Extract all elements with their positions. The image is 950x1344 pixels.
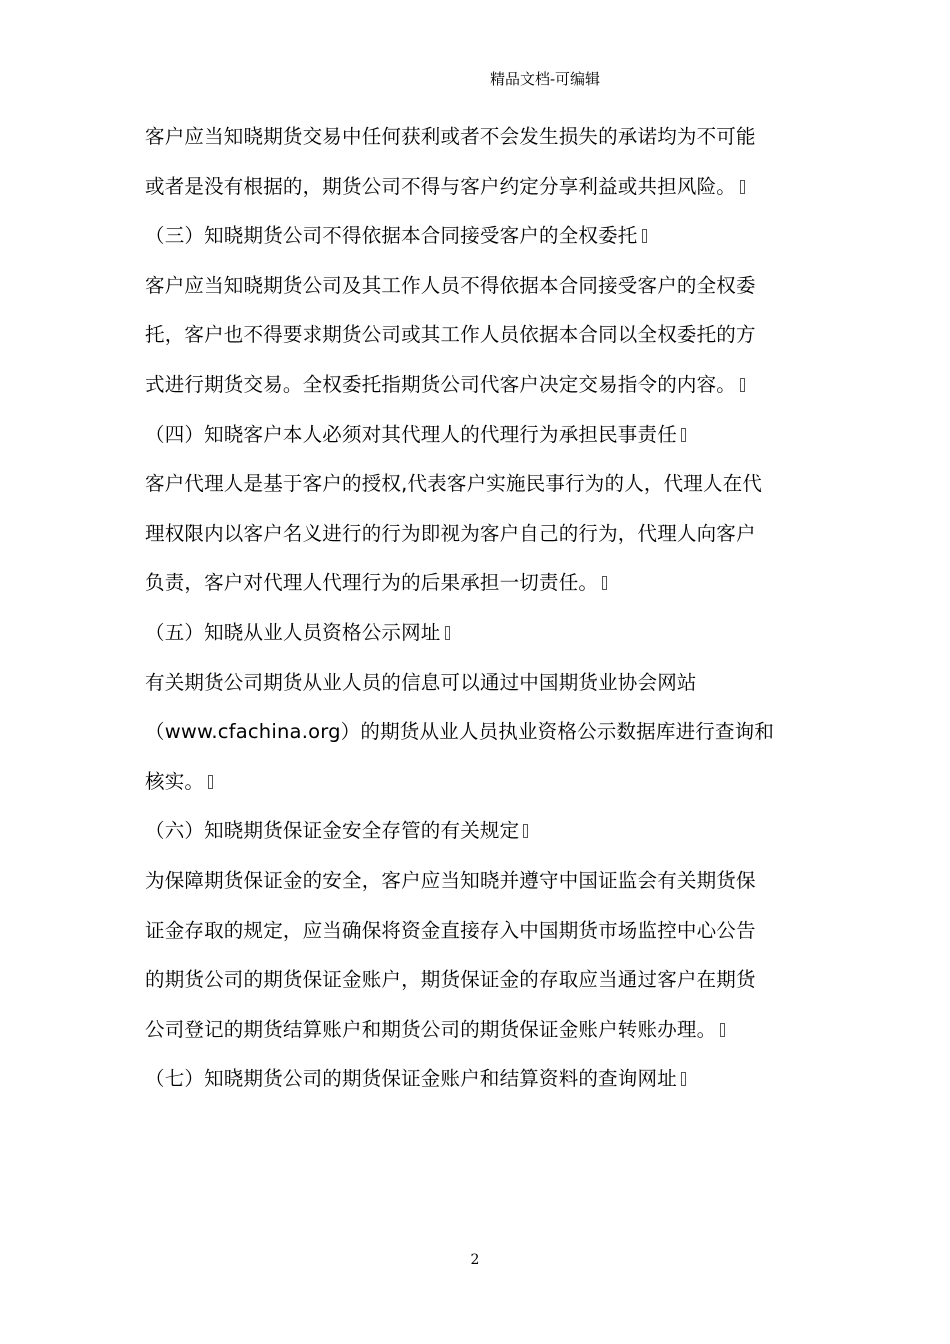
line-text: 核实。 — [145, 769, 205, 793]
paragraph-line — [145, 261, 810, 311]
heading-text: （七）知晓期货公司的期货保证金账户和结算资料的查询网址 — [145, 1067, 677, 1091]
paragraph-line — [145, 856, 810, 906]
line-text: 客户代理人是基于客户的授权,代表客户实施民事行为的人，代理人在代 — [145, 472, 763, 496]
paragraph-mark-icon — [523, 824, 528, 838]
line-text: 负责，客户对代理人代理行为的后果承担一切责任。 — [145, 571, 599, 595]
page-number: 2 — [470, 1252, 480, 1268]
line-text: （www.cfachina.org）的期货从业人员执业资格公示数据库进行查询和 — [145, 720, 775, 744]
line-text: 有关期货公司期货从业人员的信息可以通过中国期货业协会网站 — [145, 670, 697, 694]
paragraph-mark-icon — [740, 378, 745, 392]
line-text: 公司登记的期货结算账户和期货公司的期货保证金账户转账办理。 — [145, 1017, 717, 1041]
line-text: 为保障期货保证金的安全，客户应当知晓并遵守中国证监会有关期货保 — [145, 868, 756, 892]
page-header: 精品文档-可编辑 — [489, 70, 601, 88]
paragraph-line — [145, 360, 810, 410]
section-heading — [145, 410, 810, 460]
paragraph-line — [145, 558, 810, 608]
section-heading — [145, 608, 810, 658]
line-text: 托，客户也不得要求期货公司或其工作人员依据本合同以全权委托的方 — [145, 323, 756, 347]
line-text: 或者是没有根据的，期货公司不得与客户约定分享利益或共担风险。 — [145, 174, 737, 198]
paragraph-line — [145, 162, 810, 212]
paragraph-mark-icon — [681, 428, 686, 442]
paragraph-line — [145, 310, 810, 360]
paragraph-line — [145, 459, 810, 509]
paragraph-mark-icon — [602, 576, 607, 590]
paragraph-mark-icon — [681, 1072, 686, 1086]
section-heading — [145, 211, 810, 261]
paragraph-line — [145, 1005, 810, 1055]
section-heading — [145, 806, 810, 856]
paragraph-mark-icon — [445, 626, 450, 640]
line-text: 理权限内以客户名义进行的行为即视为客户自己的行为，代理人向客户 — [145, 521, 756, 545]
line-text: 客户应当知晓期货公司及其工作人员不得依据本合同接受客户的全权委 — [145, 273, 756, 297]
paragraph-mark-icon — [720, 1023, 725, 1037]
line-text: 证金存取的规定，应当确保将资金直接存入中国期货市场监控中心公告 — [145, 918, 756, 942]
section-heading — [145, 1054, 810, 1104]
heading-text: （三）知晓期货公司不得依据本合同接受客户的全权委托 — [145, 224, 638, 248]
paragraph-line — [145, 112, 810, 162]
line-text: 客户应当知晓期货交易中任何获利或者不会发生损失的承诺均为不可能 — [145, 125, 756, 148]
paragraph-line — [145, 906, 810, 956]
paragraph-mark-icon — [740, 180, 745, 194]
paragraph-line — [145, 955, 810, 1005]
document-body — [145, 112, 810, 1104]
paragraph-mark-icon — [642, 229, 647, 243]
line-text: 式进行期货交易。全权委托指期货公司代客户决定交易指令的内容。 — [145, 372, 737, 396]
heading-text: （四）知晓客户本人必须对其代理人的代理行为承担民事责任 — [145, 422, 677, 446]
heading-text: （六）知晓期货保证金安全存管的有关规定 — [145, 819, 520, 843]
paragraph-line — [145, 509, 810, 559]
paragraph-mark-icon — [208, 775, 213, 789]
paragraph-line — [145, 707, 810, 757]
paragraph-line — [145, 757, 810, 807]
line-text: 的期货公司的期货保证金账户，期货保证金的存取应当通过客户在期货 — [145, 968, 756, 992]
heading-text: （五）知晓从业人员资格公示网址 — [145, 620, 441, 644]
paragraph-line — [145, 658, 810, 708]
